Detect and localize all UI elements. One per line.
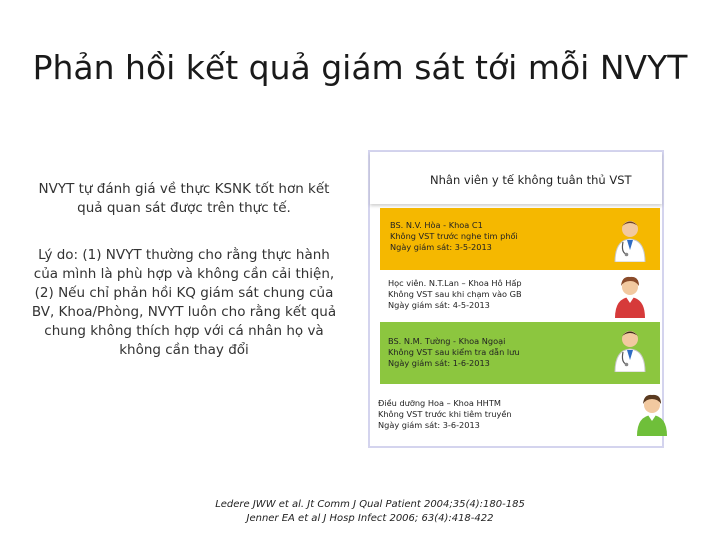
citation-line: Ledere JWW et al. Jt Comm J Qual Patient 2004;35(4):180-185 xyxy=(215,499,525,510)
self-assessment-text: NVYT tự đánh giá về thực KSNK tốt hơn kết quả quan sát được trên thực tế. xyxy=(38,181,330,216)
staff-date: Ngày giám sát: 4-5-2013 xyxy=(388,300,490,310)
citation xyxy=(200,498,540,526)
staff-entry xyxy=(380,322,660,384)
staff-name: BS. N.V. Hòa - Khoa C1 xyxy=(390,220,483,230)
staff-date: Ngày giám sát: 3-6-2013 xyxy=(378,420,480,430)
staff-date: Ngày giám sát: 3-5-2013 xyxy=(390,242,492,252)
panel-heading: Nhân viên y tế không tuân thủ VST xyxy=(430,173,632,187)
staff-name: Học viên. N.T.Lan – Khoa Hô Hấp xyxy=(388,278,522,288)
page-title: Phản hồi kết quả giám sát tới mỗi NVYT xyxy=(32,48,688,87)
staff-entry xyxy=(378,398,658,442)
staff-violation: Không VST sau kiểm tra dẫn lưu xyxy=(388,347,520,357)
reason-text: Lý do: (1) NVYT thường cho rằng thực hành của mình là phù hợp và không cần cải thiện, (2) Nếu chỉ phản hồi KQ giám sát chung của BV, Khoa/Phòng, NVYT luôn cho rằng kết quả chung không thích hợp với cá nhân họ và không cần thay đổi xyxy=(31,247,337,358)
staff-name: BS. N.M. Tường - Khoa Ngoại xyxy=(388,336,506,346)
staff-violation: Không VST trước nghe tim phổi xyxy=(390,231,518,241)
staff-violation: Không VST sau khi chạm vào GB xyxy=(388,289,522,299)
doctor-icon xyxy=(612,218,648,262)
nurse-icon xyxy=(634,392,670,436)
feedback-panel xyxy=(368,150,664,448)
staff-entry xyxy=(380,270,660,326)
staff-name: Điều dưỡng Hoa – Khoa HHTM xyxy=(378,398,501,408)
staff-entry xyxy=(380,208,660,274)
panel-header xyxy=(370,152,662,204)
doctor-icon xyxy=(612,328,648,372)
nurse-icon xyxy=(612,274,648,318)
staff-date: Ngày giám sát: 1-6-2013 xyxy=(388,358,490,368)
staff-violation: Không VST trước khi tiêm truyền xyxy=(378,409,512,419)
citation-line: Jenner EA et al J Hosp Infect 2006; 63(4):418-422 xyxy=(246,513,494,524)
